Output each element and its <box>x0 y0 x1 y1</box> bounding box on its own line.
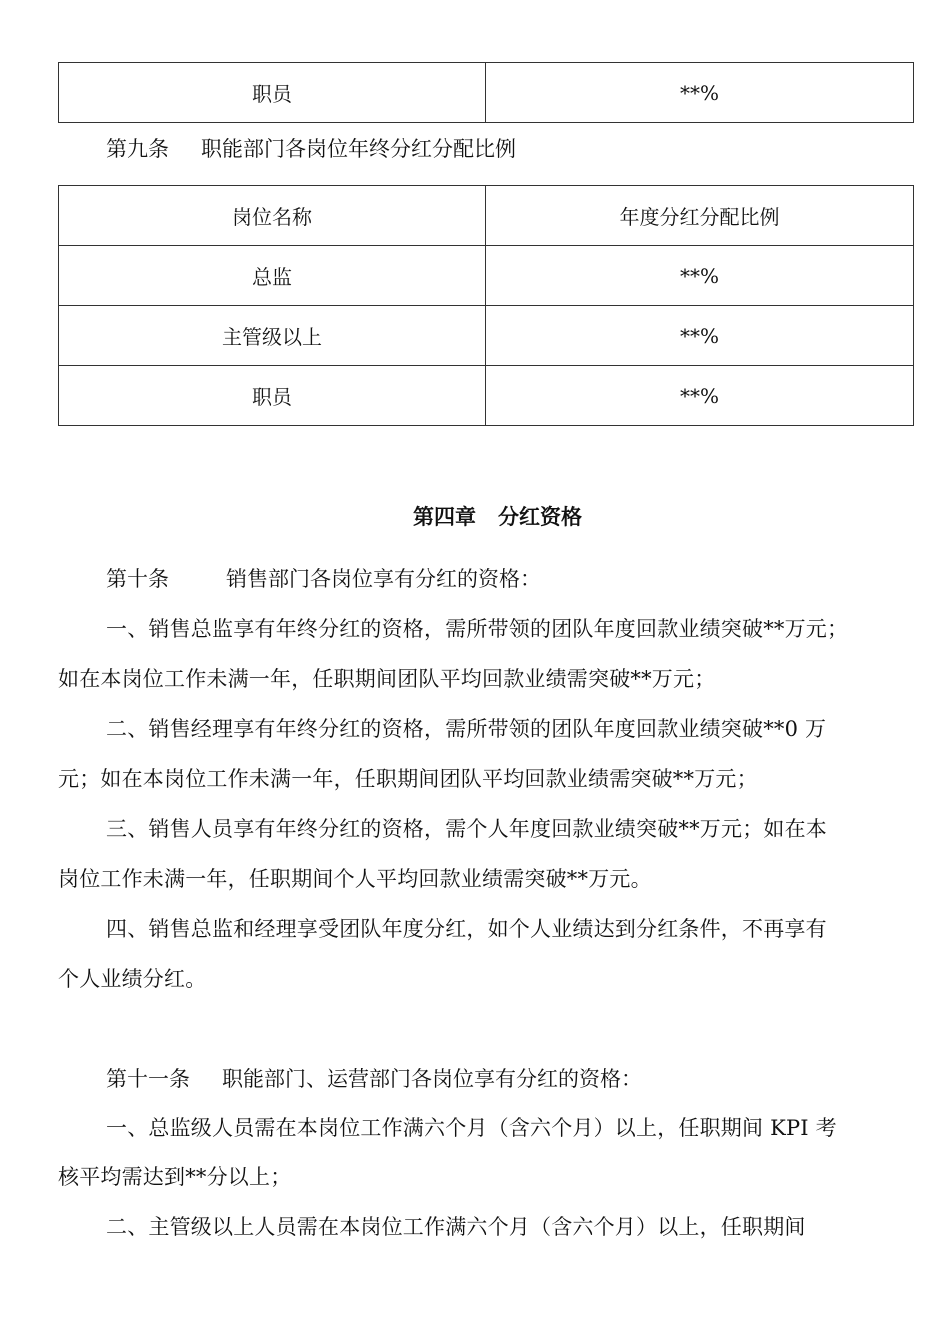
article11-line: 核平均需达到**分以上； <box>58 1165 292 1189</box>
article10-line: 二、销售经理享有年终分红的资格，需所带领的团队年度回款业绩突破**0 万 <box>106 717 827 741</box>
article11-line: 一、总监级人员需在本岗位工作满六个月（含六个月）以上，任职期间 KPI 考 <box>106 1116 837 1140</box>
article10-line: 三、销售人员享有年终分红的资格，需个人年度回款业绩突破**万元；如在本 <box>106 817 827 841</box>
table-cell-position: 职员 <box>59 366 486 426</box>
table-cell-position: 职员 <box>59 63 486 123</box>
table-row <box>59 306 914 366</box>
article11-label: 第十一条 <box>106 1067 190 1091</box>
top-table <box>58 62 914 123</box>
article10-line: 岗位工作未满一年，任职期间个人平均回款业绩需突破**万元。 <box>58 867 652 891</box>
article10-label: 第十条 <box>106 567 169 591</box>
table-header-row <box>59 186 914 246</box>
article10-line: 个人业绩分红。 <box>58 967 207 991</box>
article10-line: 四、销售总监和经理享受团队年度分红，如个人业绩达到分红条件，不再享有 <box>106 917 827 941</box>
article10-line: 一、销售总监享有年终分红的资格，需所带领的团队年度回款业绩突破**万元； <box>106 617 849 641</box>
chapter-heading <box>0 502 950 532</box>
table-row <box>59 63 914 123</box>
article10-line: 如在本岗位工作未满一年，任职期间团队平均回款业绩需突破**万元； <box>58 667 716 691</box>
table-cell-position: 总监 <box>59 246 486 306</box>
table-cell-ratio: **% <box>486 63 914 123</box>
table-cell-ratio: **% <box>486 246 914 306</box>
table-row <box>59 246 914 306</box>
chapter-title: 分红资格 <box>498 504 582 529</box>
chapter-number: 第四章 <box>413 504 476 529</box>
table-cell-position: 主管级以上 <box>59 306 486 366</box>
table-cell-ratio: **% <box>486 306 914 366</box>
table-header-position: 岗位名称 <box>59 186 486 246</box>
article9-title: 职能部门各岗位年终分红分配比例 <box>201 137 516 161</box>
article10-title: 销售部门各岗位享有分红的资格： <box>226 567 541 591</box>
table-header-ratio: 年度分红分配比例 <box>486 186 914 246</box>
article11-line: 二、主管级以上人员需在本岗位工作满六个月（含六个月）以上，任职期间 <box>106 1215 806 1239</box>
table-row <box>59 366 914 426</box>
article11-title: 职能部门、运营部门各岗位享有分红的资格： <box>222 1067 642 1091</box>
table-cell-ratio: **% <box>486 366 914 426</box>
article10-line: 元；如在本岗位工作未满一年，任职期间团队平均回款业绩需突破**万元； <box>58 767 758 791</box>
article9-table <box>58 185 914 426</box>
article9-label: 第九条 <box>106 137 169 161</box>
